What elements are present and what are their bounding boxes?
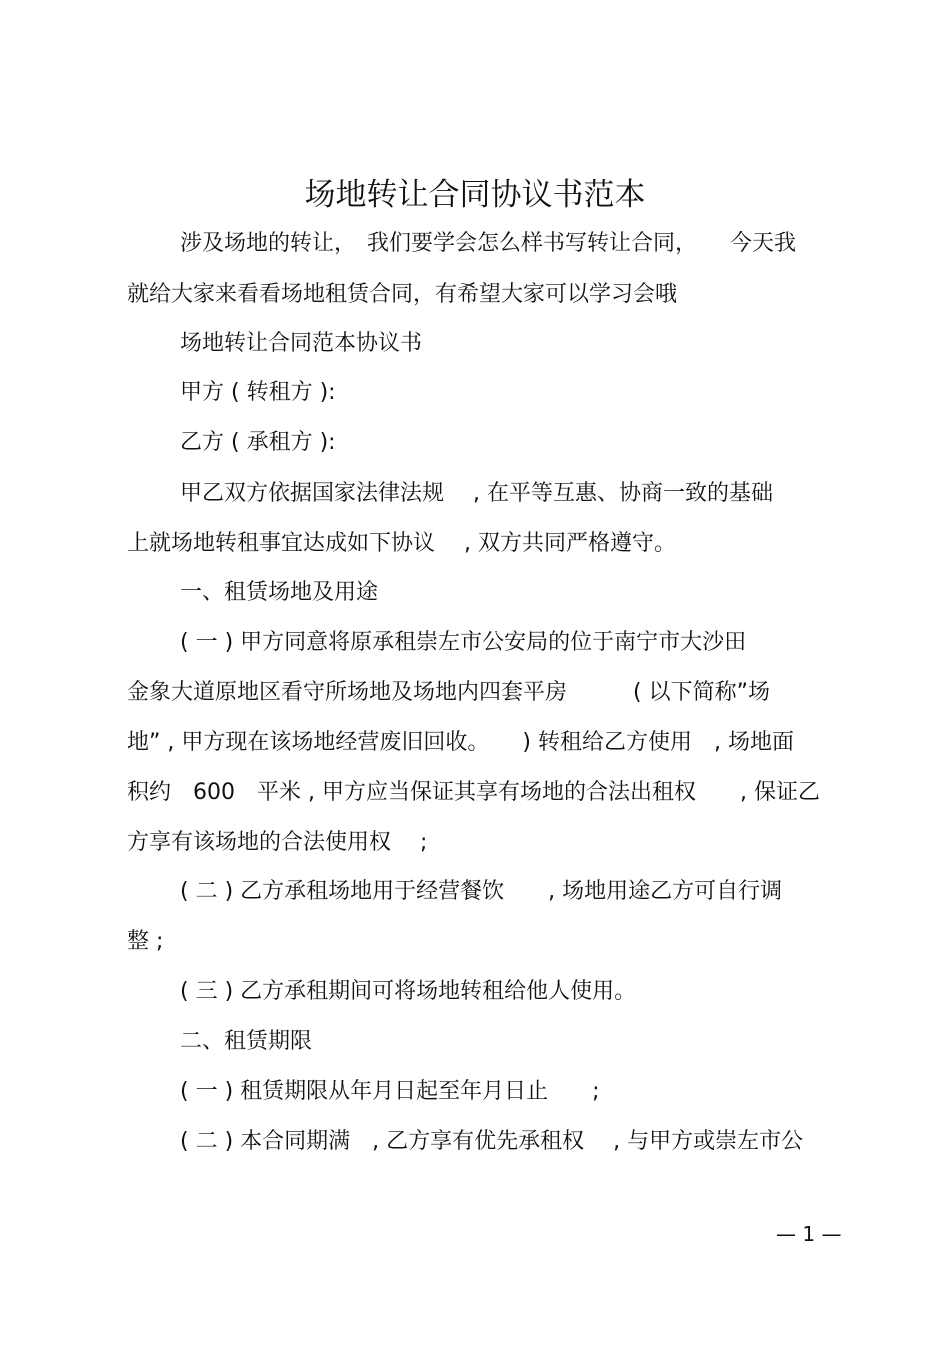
paragraph-line: ( 一 ) 租赁期限从年月日起至年月日止 ; [180,1079,600,1104]
paragraph-line: 方享有该场地的合法使用权 ; [127,830,428,855]
paragraph-line: 甲乙双方依据国家法律法规 , 在平等互惠、协商一致的基础 [180,481,773,506]
paragraph-line: ( 一 ) 甲方同意将原承租崇左市公安局的位于南宁市大沙田 [180,630,747,655]
section-heading: 二、租赁期限 [180,1029,313,1054]
paragraph-line: 地” , 甲方现在该场地经营废旧回收。 ) 转租给乙方使用 , 场地面 [127,730,794,755]
paragraph-line: 金象大道原地区看守所场地及场地内四套平房 ( 以下简称”场 [127,680,770,705]
paragraph-line: 乙方 ( 承租方 ): [180,430,336,455]
paragraph-line: 场地转让合同范本协议书 [180,331,423,356]
paragraph-line: ( 二 ) 乙方承租场地用于经营餐饮 , 场地用途乙方可自行调 [180,879,783,904]
section-heading: 一、租赁场地及用途 [180,580,379,605]
paragraph-line: 涉及场地的转让， 我们要学会怎么样书写转让合同， 今天我 [180,231,797,256]
document-title: 场地转让合同协议书范本 [304,177,646,213]
paragraph-line: ( 二 ) 本合同期满 , 乙方享有优先承租权 , 与甲方或崇左市公 [180,1129,804,1154]
paragraph-line: 整 ; [127,929,164,954]
paragraph-line: 积约 600 平米 , 甲方应当保证其享有场地的合法出租权 , 保证乙 [127,780,820,805]
page-number: — 1 — [776,1222,842,1246]
paragraph-line: ( 三 ) 乙方承租期间可将场地转租给他人使用。 [180,979,637,1004]
paragraph-line: 就给大家来看看场地租赁合同，有希望大家可以学习会哦 [127,282,678,307]
paragraph-line: 上就场地转租事宜达成如下协议 , 双方共同严格遵守。 [127,531,676,556]
paragraph-line: 甲方 ( 转租方 ): [180,380,336,405]
